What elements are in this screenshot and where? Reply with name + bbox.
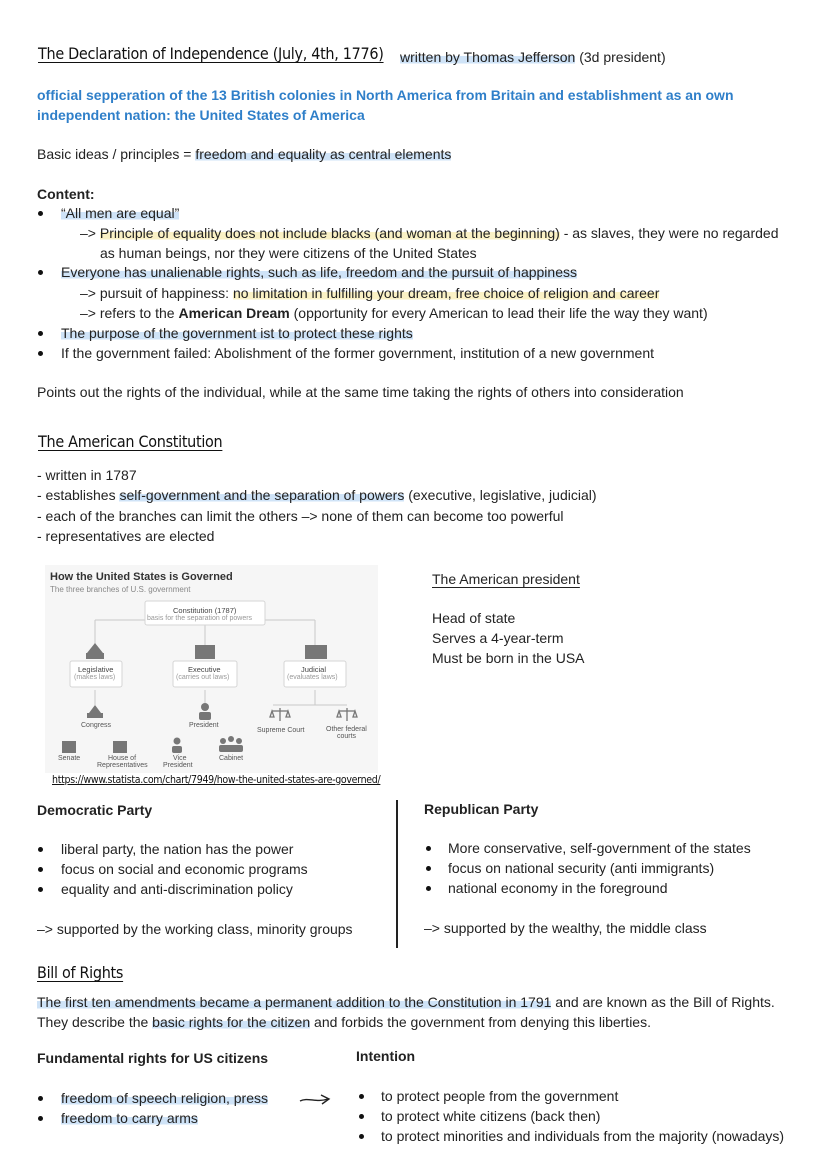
sub-pre: –> refers to the — [80, 305, 179, 321]
scales-icon — [286, 711, 290, 717]
republican-title: Republican Party — [424, 801, 539, 817]
content-bullet-3-text: The purpose of the government ist to protect these rights — [61, 325, 413, 341]
cabinet-people-icon — [228, 736, 234, 742]
bill-line2 — [37, 1014, 651, 1030]
bullet-dot — [38, 1116, 43, 1121]
democratic-bullet-3: equality and anti-discrimination policy — [61, 881, 293, 897]
highlight-text: no limitation in fulfilling your dream, free choice of religion and career — [232, 285, 660, 301]
diagram-house-2: Representatives — [97, 762, 148, 769]
diagram-vice-2: President — [163, 762, 193, 769]
points-out: Points out the rights of the individual, while at the same time taking the rights of others into consideration — [37, 384, 684, 400]
rights-title: Fundamental rights for US citizens — [37, 1050, 269, 1066]
diagram-other-courts-2: courts — [337, 733, 357, 740]
constitution-line2 — [37, 487, 597, 503]
democratic-bullet-1: liberal party, the nation has the power — [61, 841, 294, 857]
vice-president-person-icon — [172, 746, 182, 753]
highlight-text: self-government and the separation of powers — [119, 487, 405, 503]
diagram-subtitle: The three branches of U.S. government — [50, 585, 191, 594]
republican-support: –> supported by the wealthy, the middle class — [424, 920, 707, 936]
content-bullet-1-sub — [80, 225, 778, 241]
capitol-icon — [87, 643, 103, 653]
scales-icon — [337, 711, 341, 717]
bullet-dot — [426, 866, 431, 871]
vice-president-person-icon — [174, 738, 181, 745]
government-diagram — [45, 565, 378, 773]
highlight-text: basic rights for the citizen — [152, 1014, 311, 1030]
congress-dome-icon — [89, 705, 101, 713]
content-bullet-2-sub2 — [80, 305, 708, 321]
intention-3: to protect minorities and individuals from the majority (nowadays) — [381, 1128, 785, 1144]
bullet-dot — [426, 886, 431, 891]
content-bullet-4: If the government failed: Abolishment of the former government, institution of a new government — [61, 345, 654, 361]
written-by-author: written by Thomas Jefferson — [400, 49, 576, 65]
written-by — [400, 49, 666, 65]
sub-pre: –> pursuit of happiness: — [80, 285, 233, 301]
bullet-dot — [359, 1134, 364, 1139]
republican-bullet-3: national economy in the foreground — [448, 880, 668, 896]
diagram-senate: Senate — [58, 755, 81, 762]
constitution-line4: - representatives are elected — [37, 528, 215, 544]
summary-line1: official sepperation of the 13 British colonies in North America from Britain and establishment as an own — [37, 87, 734, 103]
diagram-title: How the United States is Governed — [50, 571, 233, 583]
diagram-supreme-court: Supreme Court — [257, 727, 305, 734]
diagram-vice: Vice — [173, 755, 187, 762]
intention-title: Intention — [356, 1048, 416, 1064]
diagram-executive-sub: (carries out laws) — [176, 674, 230, 681]
content-label: Content: — [37, 186, 95, 202]
bullet-dot — [38, 331, 43, 336]
diagram-constitution-sub: basis for the separation of powers — [147, 615, 253, 622]
written-by-note: (3d president) — [579, 49, 666, 65]
content-bullet-2-sub1 — [80, 285, 659, 301]
bullet-dot — [38, 867, 43, 872]
bullet-dot — [38, 1096, 43, 1101]
diagram-judicial: Judicial — [301, 665, 327, 674]
diagram-executive: Executive — [188, 665, 221, 674]
diagram-cabinet: Cabinet — [219, 755, 244, 762]
republican-bullet-2: focus on national security (anti immigrants) — [448, 860, 715, 876]
constitution-line3: - each of the branches can limit the others –> none of them can become too powerful — [37, 508, 564, 524]
diagram-judicial-sub: (evaluates laws) — [287, 674, 338, 681]
declaration-title: The Declaration of Independence (July, 4th, 1776) — [38, 44, 384, 63]
party-divider — [396, 800, 398, 948]
right-1-text: freedom of speech religion, press — [61, 1090, 268, 1106]
bullet-dot — [359, 1114, 364, 1119]
content-bullet-2 — [61, 264, 577, 280]
line-rest: (executive, legislative, judicial) — [404, 487, 597, 503]
capitol-icon — [86, 653, 104, 659]
content-bullet-2-text: Everyone has unalienable rights, such as life, freedom and the pursuit of happiness — [61, 264, 577, 280]
cabinet-people-icon — [219, 745, 243, 752]
president-person-icon — [199, 712, 211, 720]
content-bullet-3 — [61, 325, 413, 341]
bill-title: Bill of Rights — [37, 963, 124, 982]
diagram-legislative: Legislative — [78, 665, 114, 674]
diagram-congress: Congress — [81, 722, 111, 729]
white-house-icon — [195, 645, 215, 659]
democratic-support: –> supported by the working class, minority groups — [37, 921, 353, 937]
congress-dome-icon — [87, 713, 103, 718]
right-2 — [61, 1110, 198, 1126]
diagram-source-link[interactable]: https://www.statista.com/chart/7949/how-the-united-states-are-governed/ — [52, 774, 381, 786]
bullet-dot — [38, 887, 43, 892]
bullet-dot — [426, 846, 431, 851]
democratic-title: Democratic Party — [37, 802, 153, 818]
line-rest: and forbids the government from denying this liberties. — [310, 1014, 651, 1030]
basic-ideas — [37, 146, 451, 162]
basic-ideas-value: freedom and equality as central elements — [195, 146, 452, 162]
intention-2: to protect white citizens (back then) — [381, 1108, 601, 1124]
senate-icon — [62, 741, 76, 753]
highlight-text: Principle of equality does not include blacks (and woman at the beginning) — [99, 225, 560, 241]
diagram-other-courts: Other federal — [326, 726, 367, 733]
cabinet-people-icon — [236, 738, 242, 744]
sub-rest: - as slaves, they were no regarded — [559, 225, 779, 241]
constitution-title: The American Constitution — [38, 432, 223, 451]
summary-line2: independent nation: the United States of America — [37, 107, 365, 123]
arrow: –> — [80, 225, 100, 241]
president-person-icon — [201, 703, 209, 711]
content-bullet-1-text: “All men are equal” — [61, 205, 180, 221]
president-line3: Must be born in the USA — [432, 650, 585, 666]
diagram-legislative-sub: (makes laws) — [74, 674, 116, 681]
house-icon — [113, 741, 127, 753]
content-bullet-1 — [61, 205, 179, 221]
diagram-president: President — [189, 722, 219, 729]
line-pre: - establishes — [37, 487, 120, 503]
president-title: The American president — [432, 571, 580, 587]
bullet-dot — [38, 351, 43, 356]
scales-icon — [270, 711, 274, 717]
right-1 — [61, 1090, 268, 1106]
diagram-house: House of — [108, 755, 137, 762]
content-bullet-1-sub-line2: as human beings, nor they were citizens of the United States — [100, 245, 477, 261]
courthouse-icon — [305, 645, 327, 659]
democratic-bullet-2: focus on social and economic programs — [61, 861, 308, 877]
bullet-dot — [359, 1094, 364, 1099]
bill-line1 — [37, 994, 775, 1010]
scales-icon — [353, 711, 357, 717]
basic-ideas-label: Basic ideas / principles = — [37, 146, 196, 162]
president-line2: Serves a 4-year-term — [432, 630, 564, 646]
diagram-constitution: Constitution (1787) — [173, 606, 237, 615]
bullet-dot — [38, 211, 43, 216]
intention-1: to protect people from the government — [381, 1088, 619, 1104]
highlight-text: The first ten amendments became a permanent addition to the Constitution in 1791 — [37, 994, 552, 1010]
arrow-right-icon — [298, 1093, 332, 1107]
bullet-dot — [38, 270, 43, 275]
bullet-dot — [38, 847, 43, 852]
cabinet-people-icon — [220, 738, 226, 744]
republican-bullet-1: More conservative, self-government of the states — [448, 840, 751, 856]
american-dream: American Dream — [178, 305, 290, 321]
sub-rest: (opportunity for every American to lead their life the way they want) — [289, 305, 708, 321]
line-pre: They describe the — [37, 1014, 153, 1030]
right-2-text: freedom to carry arms — [61, 1110, 198, 1126]
line-rest: and are known as the Bill of Rights. — [551, 994, 775, 1010]
constitution-line1: - written in 1787 — [37, 467, 137, 483]
president-line1: Head of state — [432, 610, 516, 626]
